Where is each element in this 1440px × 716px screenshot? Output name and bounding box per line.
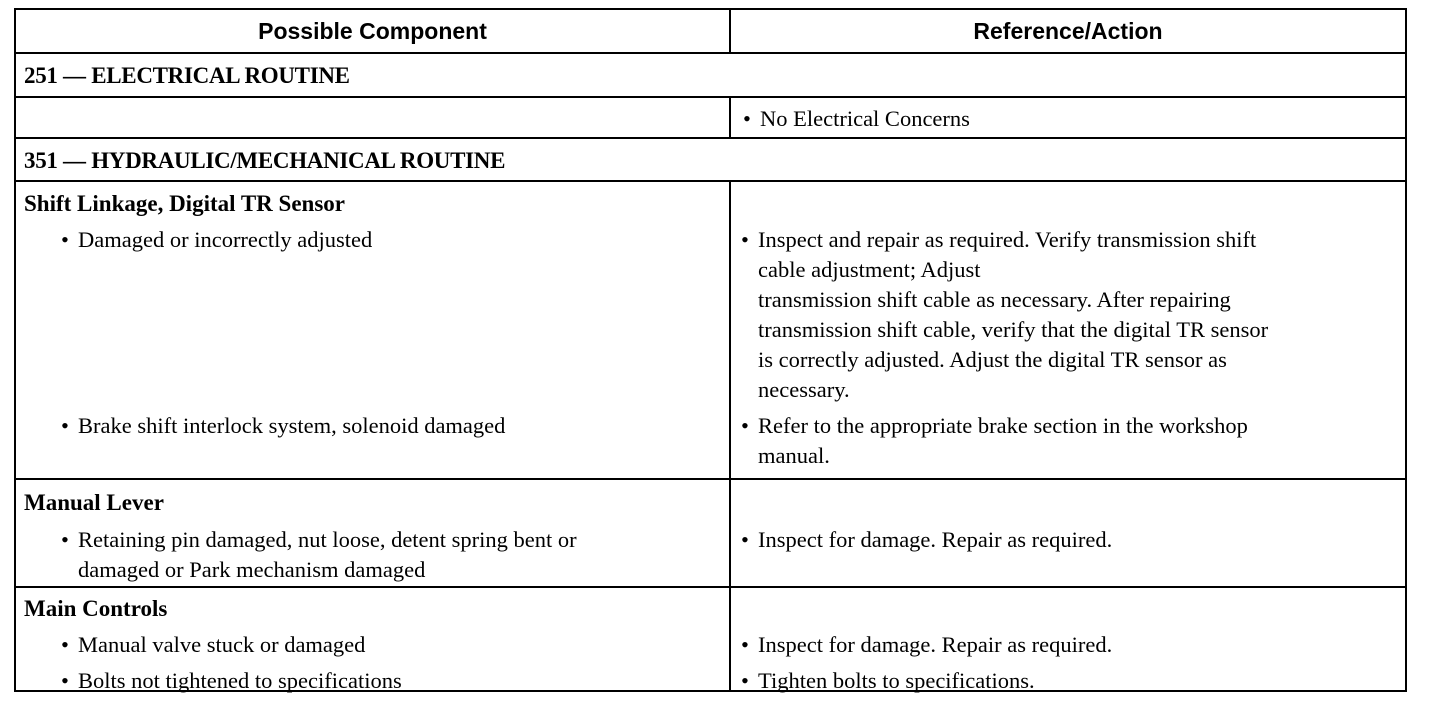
bullet: • xyxy=(61,227,69,252)
bullet: • xyxy=(741,527,749,552)
action-item: • No Electrical Concerns xyxy=(760,104,1385,134)
bullet: • xyxy=(61,632,69,657)
bullet: • xyxy=(741,227,749,252)
bullet: • xyxy=(61,413,69,438)
bullet: • xyxy=(741,668,749,693)
action-item: • Tighten bolts to specifications. xyxy=(758,666,1385,696)
action-item: • Inspect for damage. Repair as required. xyxy=(758,525,1385,555)
bullet: • xyxy=(743,106,751,131)
section-title-hydraulic: 351 — HYDRAULIC/MECHANICAL ROUTINE xyxy=(24,148,506,173)
bullet: • xyxy=(741,632,749,657)
bullet: • xyxy=(741,413,749,438)
section-title-electrical: 251 — ELECTRICAL ROUTINE xyxy=(24,63,350,88)
cause-item: • Brake shift interlock system, solenoid damaged xyxy=(78,411,1397,441)
section-title-row xyxy=(16,139,1405,182)
cause-item: • Bolts not tightened to specifications xyxy=(78,666,1397,696)
header-reference-action: Reference/Action xyxy=(973,18,1163,44)
table-row xyxy=(16,98,1405,139)
bullet: • xyxy=(61,527,69,552)
action-item: • Inspect for damage. Repair as required. xyxy=(758,630,1385,660)
component-main-controls: Main Controls xyxy=(24,596,168,621)
action-item: • Inspect and repair as required. Verify transmission shift cable adjustment; Adjust transmission shift cable as necessary. After repairing transmission shift cable, verify that the digital TR sensor is correctly adjusted. Adjust the digital TR sensor as necessary. xyxy=(741,227,1269,402)
component-manual-lever: Manual Lever xyxy=(24,490,164,515)
table-header-row xyxy=(16,10,1405,54)
diagnosis-table xyxy=(14,8,1407,692)
cause-item: • Retaining pin damaged, nut loose, detent spring bent or damaged or Park mechanism damaged xyxy=(61,527,577,582)
section-title-row xyxy=(16,54,1405,98)
cause-item: • Damaged or incorrectly adjusted xyxy=(78,225,1397,255)
action-item: • Refer to the appropriate brake section in the workshop manual. xyxy=(741,413,1248,468)
table-row xyxy=(16,588,1405,693)
header-possible-component: Possible Component xyxy=(258,18,487,44)
bullet: • xyxy=(61,668,69,693)
table-row xyxy=(16,480,1405,588)
component-shift-linkage: Shift Linkage, Digital TR Sensor xyxy=(24,191,345,216)
cause-item: • Manual valve stuck or damaged xyxy=(78,630,1397,660)
table-row xyxy=(16,182,1405,480)
